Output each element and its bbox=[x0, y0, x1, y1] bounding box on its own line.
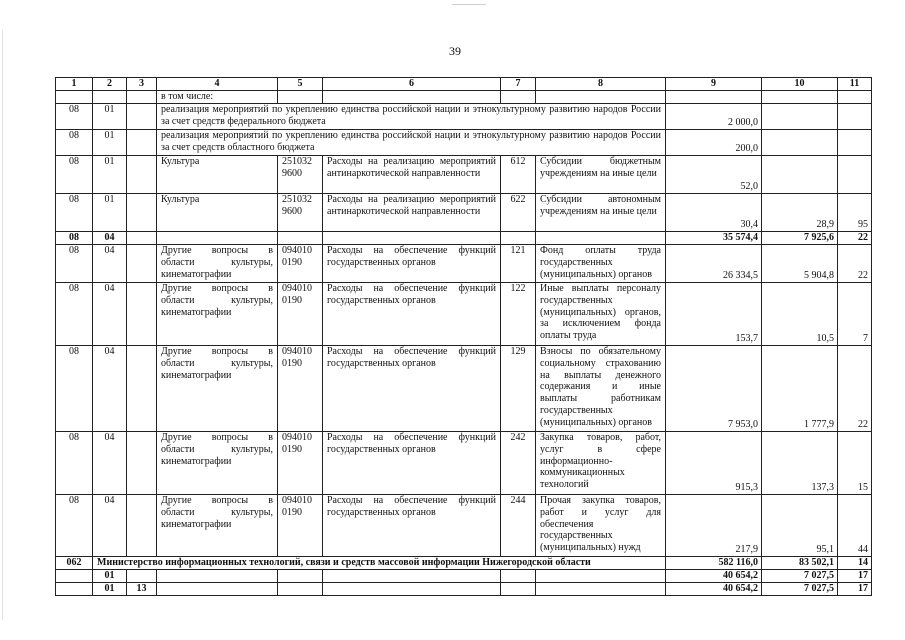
amount-col10 bbox=[762, 130, 838, 156]
percent-col11 bbox=[838, 130, 872, 156]
table-row bbox=[56, 283, 872, 346]
table-row bbox=[56, 245, 872, 283]
percent-col11: 22 bbox=[838, 346, 872, 432]
expense-type-code: 244 bbox=[501, 495, 536, 557]
table-row bbox=[56, 346, 872, 432]
header-cell: 11 bbox=[838, 78, 872, 91]
header-cell: 9 bbox=[666, 78, 762, 91]
percent-col11: 44 bbox=[838, 495, 872, 557]
section-code: 08 bbox=[56, 432, 93, 495]
target-article-description: Расходы на обеспечение функций государственных органов bbox=[323, 495, 501, 557]
section-code: 01 bbox=[93, 583, 127, 596]
expense-type-code: 121 bbox=[501, 245, 536, 283]
subsection-total-row bbox=[56, 232, 872, 245]
header-cell: 4 bbox=[157, 78, 278, 91]
amount-col10: 7 027,5 bbox=[762, 583, 838, 596]
target-article-description: Расходы на обеспечение функций государственных органов bbox=[323, 245, 501, 283]
section-code: 08 bbox=[56, 346, 93, 432]
header-cell: 7 bbox=[501, 78, 536, 91]
subsection-code: 04 bbox=[93, 432, 127, 495]
percent-col11 bbox=[838, 156, 872, 194]
header-cell: 3 bbox=[127, 78, 157, 91]
percent-col11 bbox=[838, 104, 872, 130]
percent-col11: 14 bbox=[838, 557, 872, 570]
page-number: 39 bbox=[449, 44, 461, 58]
amount-col9: 217,9 bbox=[666, 495, 762, 557]
amount-col9: 2 000,0 bbox=[666, 104, 762, 130]
target-article-description: Расходы на реализацию мероприятий антинаркотической направленности bbox=[323, 156, 501, 194]
amount-col10: 10,5 bbox=[762, 283, 838, 346]
item-name: Другие вопросы в области культуры, кинематографии bbox=[157, 283, 278, 346]
amount-col10: 7 027,5 bbox=[762, 570, 838, 583]
amount-col10: 28,9 bbox=[762, 194, 838, 232]
table-row bbox=[56, 130, 872, 156]
expense-type-description: Субсидии автономным учреждениям на иные цели bbox=[536, 194, 666, 232]
amount-col9: 7 953,0 bbox=[666, 346, 762, 432]
header-cell: 5 bbox=[278, 78, 323, 91]
item-name: Другие вопросы в области культуры, кинематографии bbox=[157, 432, 278, 495]
percent-col11: 17 bbox=[838, 583, 872, 596]
expense-type-code: 129 bbox=[501, 346, 536, 432]
header-cell: 1 bbox=[56, 78, 93, 91]
header-cell: 2 bbox=[93, 78, 127, 91]
table-row bbox=[56, 432, 872, 495]
subsection-code: 01 bbox=[93, 104, 127, 130]
amount-col10 bbox=[762, 104, 838, 130]
amount-col10: 83 502,1 bbox=[762, 557, 838, 570]
subsection-code: 01 bbox=[93, 130, 127, 156]
measure-description: реализация мероприятий по укреплению единства российской нации и этнокультурному развитию народов России за счет средств областного бюджета bbox=[157, 130, 666, 156]
including-row bbox=[56, 91, 872, 104]
measure-description: реализация мероприятий по укреплению единства российской нации и этнокультурному развитию народов России за счет средств федерального бюджета bbox=[157, 104, 666, 130]
section-code: 08 bbox=[56, 156, 93, 194]
column-number-header bbox=[56, 78, 872, 91]
target-article-description: Расходы на обеспечение функций государственных органов bbox=[323, 432, 501, 495]
subsection-total-row bbox=[56, 583, 872, 596]
target-article-code: 094010 0190 bbox=[278, 245, 323, 283]
expense-type-code: 242 bbox=[501, 432, 536, 495]
percent-col11: 15 bbox=[838, 432, 872, 495]
header-cell: 10 bbox=[762, 78, 838, 91]
amount-col9: 35 574,4 bbox=[666, 232, 762, 245]
target-article-code: 251032 9600 bbox=[278, 156, 323, 194]
subsection-code: 04 bbox=[93, 232, 127, 245]
subsection-code: 04 bbox=[93, 283, 127, 346]
including-label: в том числе: bbox=[157, 91, 278, 104]
percent-col11: 7 bbox=[838, 283, 872, 346]
section-total-row bbox=[56, 570, 872, 583]
scan-artifact-top bbox=[452, 4, 486, 5]
amount-col9: 40 654,2 bbox=[666, 570, 762, 583]
item-name: Другие вопросы в области культуры, кинематографии bbox=[157, 245, 278, 283]
subsection-code: 04 bbox=[93, 495, 127, 557]
amount-col10 bbox=[762, 156, 838, 194]
table-row bbox=[56, 194, 872, 232]
table-row bbox=[56, 104, 872, 130]
expense-type-description: Иные выплаты персоналу государственных (муниципальных) органов, за исключением фонда оплаты труда bbox=[536, 283, 666, 346]
target-article-description: Расходы на обеспечение функций государственных органов bbox=[323, 346, 501, 432]
amount-col10: 137,3 bbox=[762, 432, 838, 495]
amount-col10: 7 925,6 bbox=[762, 232, 838, 245]
subsection-code bbox=[127, 570, 157, 583]
subsection-code: 01 bbox=[93, 194, 127, 232]
expense-type-code: 612 bbox=[501, 156, 536, 194]
ministry-name: Министерство информационных технологий, связи и средств массовой информации Нижегородской области bbox=[93, 557, 666, 570]
amount-col9: 40 654,2 bbox=[666, 583, 762, 596]
header-cell: 6 bbox=[323, 78, 501, 91]
ministry-code: 062 bbox=[56, 557, 93, 570]
target-article-description: Расходы на обеспечение функций государственных органов bbox=[323, 283, 501, 346]
item-name: Другие вопросы в области культуры, кинематографии bbox=[157, 346, 278, 432]
scan-artifact-left bbox=[2, 30, 3, 620]
amount-col9: 52,0 bbox=[666, 156, 762, 194]
amount-col10: 1 777,9 bbox=[762, 346, 838, 432]
table-row bbox=[56, 495, 872, 557]
amount-col10: 95,1 bbox=[762, 495, 838, 557]
subsection-code: 13 bbox=[127, 583, 157, 596]
section-code: 01 bbox=[93, 570, 127, 583]
expense-type-description: Закупка товаров, работ, услуг в сфере информационно-коммуникационных технологий bbox=[536, 432, 666, 495]
section-code: 08 bbox=[56, 130, 93, 156]
expense-type-description: Субсидии бюджетным учреждениям на иные цели bbox=[536, 156, 666, 194]
amount-col9: 200,0 bbox=[666, 130, 762, 156]
target-article-code: 251032 9600 bbox=[278, 194, 323, 232]
subsection-code: 01 bbox=[93, 156, 127, 194]
expense-type-description: Фонд оплаты труда государственных (муниципальных) органов bbox=[536, 245, 666, 283]
subsection-code: 04 bbox=[93, 245, 127, 283]
section-code: 08 bbox=[56, 495, 93, 557]
expense-type-description: Взносы по обязательному социальному страхованию на выплаты денежного содержания и иные выплаты работникам государственных (муниципальных) органов bbox=[536, 346, 666, 432]
section-code: 08 bbox=[56, 194, 93, 232]
section-code: 08 bbox=[56, 283, 93, 346]
expense-type-code: 622 bbox=[501, 194, 536, 232]
item-name: Культура bbox=[157, 156, 278, 194]
header-cell: 8 bbox=[536, 78, 666, 91]
percent-col11: 17 bbox=[838, 570, 872, 583]
item-name: Другие вопросы в области культуры, кинематографии bbox=[157, 495, 278, 557]
percent-col11: 22 bbox=[838, 245, 872, 283]
percent-col11: 22 bbox=[838, 232, 872, 245]
table-row bbox=[56, 156, 872, 194]
amount-col9: 153,7 bbox=[666, 283, 762, 346]
section-code: 08 bbox=[56, 245, 93, 283]
target-article-code: 094010 0190 bbox=[278, 495, 323, 557]
target-article-code: 094010 0190 bbox=[278, 432, 323, 495]
item-name: Культура bbox=[157, 194, 278, 232]
amount-col9: 915,3 bbox=[666, 432, 762, 495]
amount-col9: 582 116,0 bbox=[666, 557, 762, 570]
section-code: 08 bbox=[56, 104, 93, 130]
expense-type-description: Прочая закупка товаров, работ и услуг для обеспечения государственных (муниципальных) нужд bbox=[536, 495, 666, 557]
target-article-description: Расходы на реализацию мероприятий антинаркотической направленности bbox=[323, 194, 501, 232]
subsection-code: 04 bbox=[93, 346, 127, 432]
target-article-code: 094010 0190 bbox=[278, 346, 323, 432]
amount-col9: 26 334,5 bbox=[666, 245, 762, 283]
expense-type-code: 122 bbox=[501, 283, 536, 346]
ministry-total-row bbox=[56, 557, 872, 570]
percent-col11: 95 bbox=[838, 194, 872, 232]
section-code: 08 bbox=[56, 232, 93, 245]
budget-table bbox=[55, 77, 872, 596]
amount-col9: 30,4 bbox=[666, 194, 762, 232]
amount-col10: 5 904,8 bbox=[762, 245, 838, 283]
target-article-code: 094010 0190 bbox=[278, 283, 323, 346]
